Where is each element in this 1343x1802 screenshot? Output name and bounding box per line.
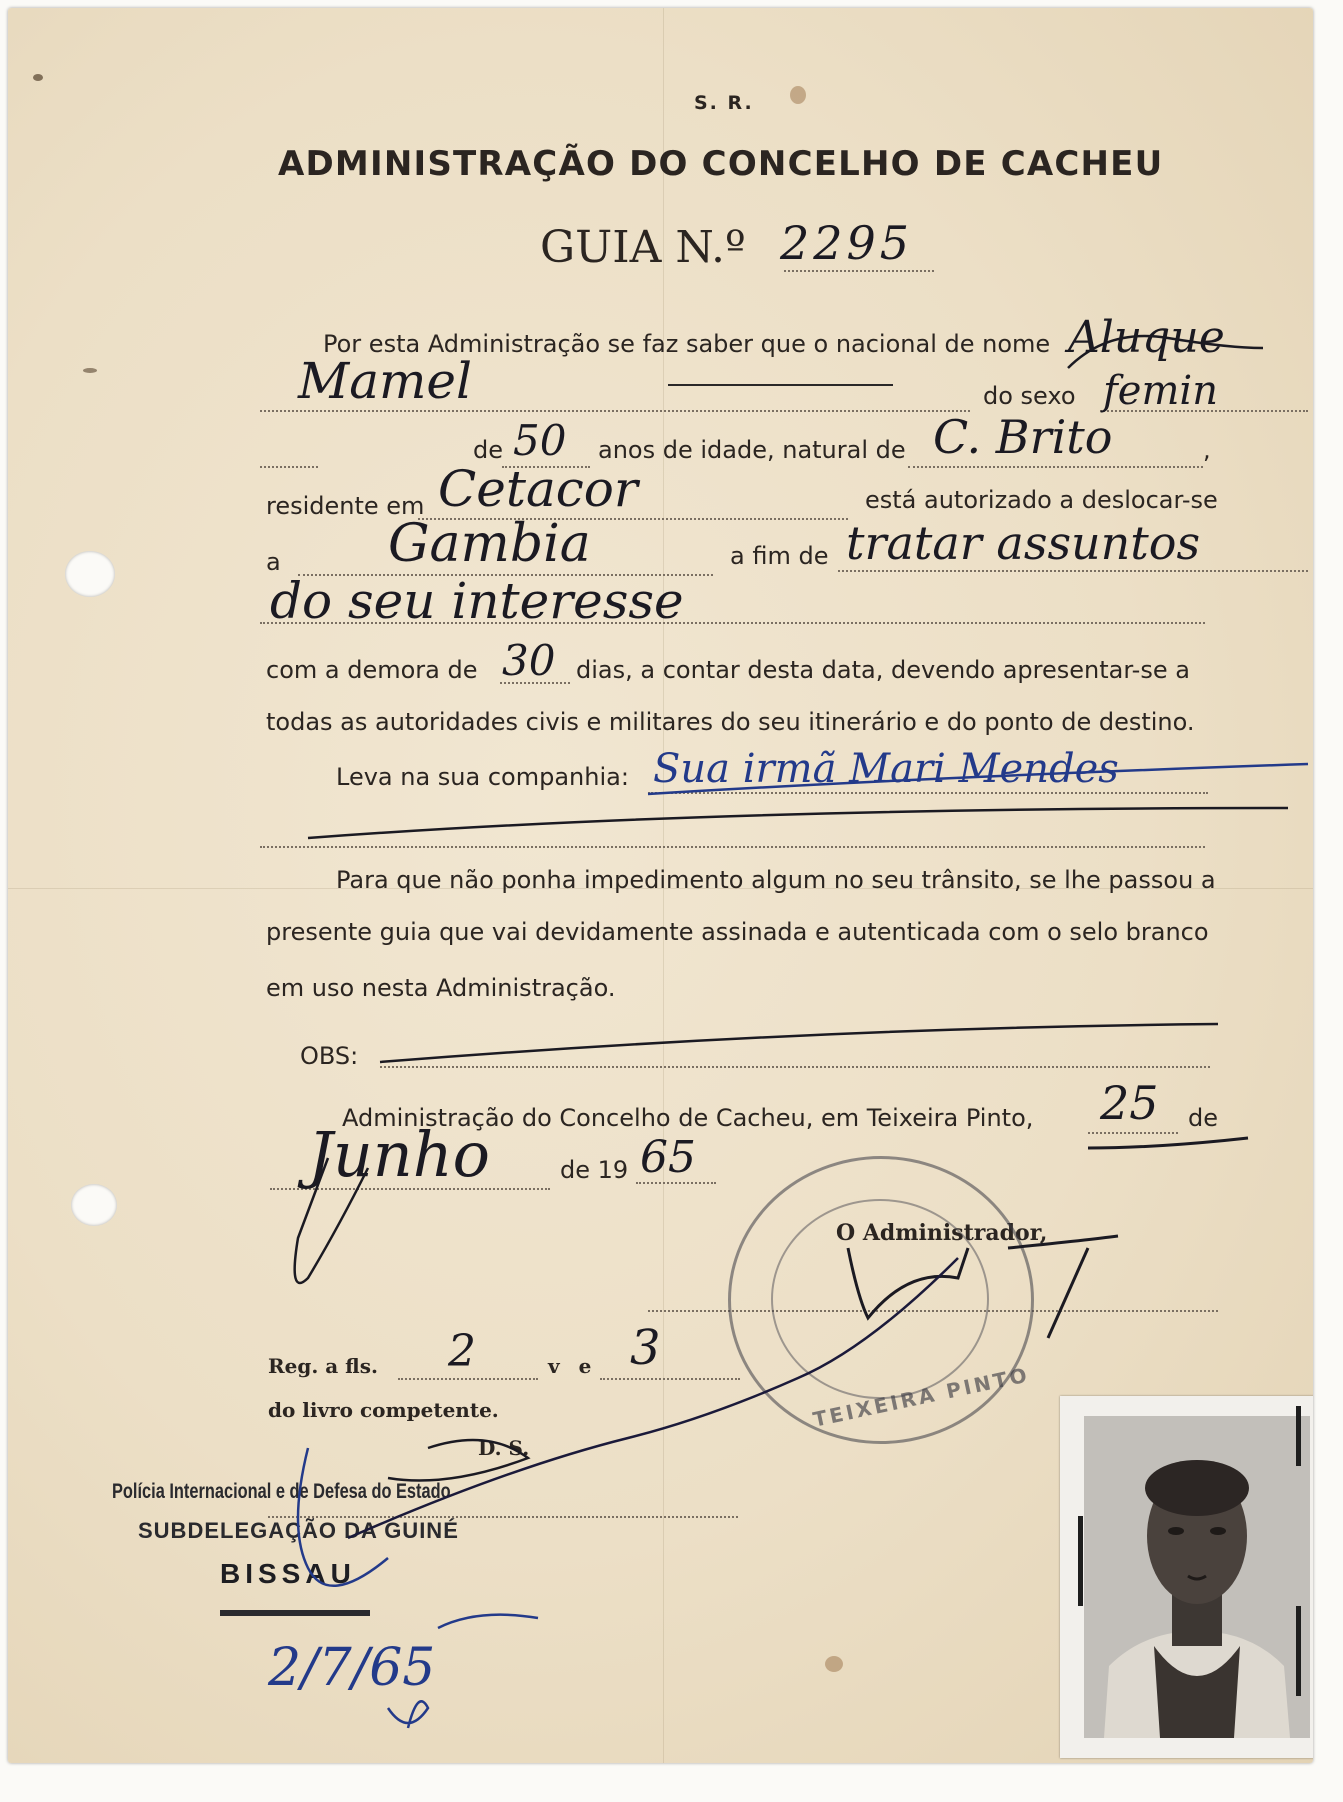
photo-staple	[1296, 1406, 1301, 1466]
portrait-image	[1084, 1416, 1310, 1738]
place-text: Administração do Concelho de Cacheu, em Teixeira Pinto,	[342, 1104, 1034, 1132]
intro-text: Por esta Administração se faz saber que o nacional de nome	[323, 330, 1051, 358]
resident-value: Cetacor	[438, 460, 638, 518]
paragraph-line-3: em uso nesta Administração.	[266, 974, 616, 1002]
resident-label: residente em	[266, 492, 425, 520]
age-suffix: anos de idade, natural de	[598, 436, 906, 464]
de-label-2: de	[1188, 1104, 1218, 1132]
photo-staple	[1078, 1516, 1083, 1606]
sr-label: S. R.	[694, 92, 754, 114]
sex-value: femin	[1103, 368, 1218, 414]
pide-stamp-line-1: Polícia Internacional e de Defesa do Estado	[112, 1480, 451, 1503]
a-label: a	[266, 548, 281, 576]
year-value: 65	[640, 1132, 696, 1183]
ds-label: D. S.	[478, 1436, 530, 1460]
name-value-2: Mamel	[298, 352, 472, 410]
day-value: 25	[1100, 1076, 1159, 1130]
purpose-label: a fim de	[730, 542, 829, 570]
portrait-photo	[1060, 1396, 1313, 1758]
administration-title: ADMINISTRAÇÃO DO CONCELHO DE CACHEU	[278, 144, 1164, 184]
reg-v-value: 3	[630, 1320, 661, 1376]
purpose-value-2: do seu interesse	[270, 572, 684, 630]
administrator-label: O Administrador,	[836, 1220, 1048, 1246]
company-label: Leva na sua companhia:	[336, 763, 629, 791]
sex-label: do sexo	[983, 382, 1076, 410]
paragraph-line-2: presente guia que vai devidamente assinada e autenticada com o selo branco	[266, 918, 1209, 946]
reg-fls-value: 2	[448, 1326, 476, 1377]
obs-label: OBS:	[300, 1042, 359, 1070]
guia-number: 2295	[780, 216, 914, 270]
year-prefix: de 19	[560, 1156, 629, 1184]
guia-label: GUIA N.º	[540, 222, 746, 273]
natural-value: C. Brito	[933, 410, 1113, 464]
pide-date: 2/7/65	[268, 1638, 436, 1698]
days-value: 30	[502, 636, 556, 685]
paragraph-line-1: Para que não ponha impedimento algum no seu trânsito, se lhe passou a	[336, 866, 1216, 894]
pide-stamp-line-3: BISSAU	[220, 1558, 356, 1589]
authorized-text: está autorizado a deslocar-se	[865, 486, 1218, 514]
age-value: 50	[513, 416, 567, 465]
ve-label: v e	[548, 1354, 598, 1378]
comma: ,	[1203, 436, 1211, 464]
pide-stamp-line-2: SUBDELEGAÇÃO DA GUINÉ	[138, 1518, 459, 1543]
photo-staple	[1296, 1606, 1301, 1696]
company-value: Sua irmã Mari Mendes	[653, 746, 1119, 792]
purpose-value-1: tratar assuntos	[846, 516, 1201, 570]
month-value: Junho	[308, 1118, 490, 1191]
round-stamp-text: TEIXEIRA PINTO	[810, 1362, 1032, 1432]
stay-line-2: todas as autoridades civis e militares do seu itinerário e do ponto de destino.	[266, 708, 1195, 736]
reg-label: Reg. a fls.	[268, 1354, 378, 1378]
stay-suffix: dias, a contar desta data, devendo apresentar-se a	[576, 656, 1190, 684]
destination-value: Gambia	[388, 514, 591, 574]
livro-label: do livro competente.	[268, 1398, 499, 1422]
de-label: de	[473, 436, 503, 464]
stay-prefix: com a demora de	[266, 656, 478, 684]
name-value-1: Aluque	[1068, 312, 1225, 363]
document-page	[8, 8, 1313, 1763]
